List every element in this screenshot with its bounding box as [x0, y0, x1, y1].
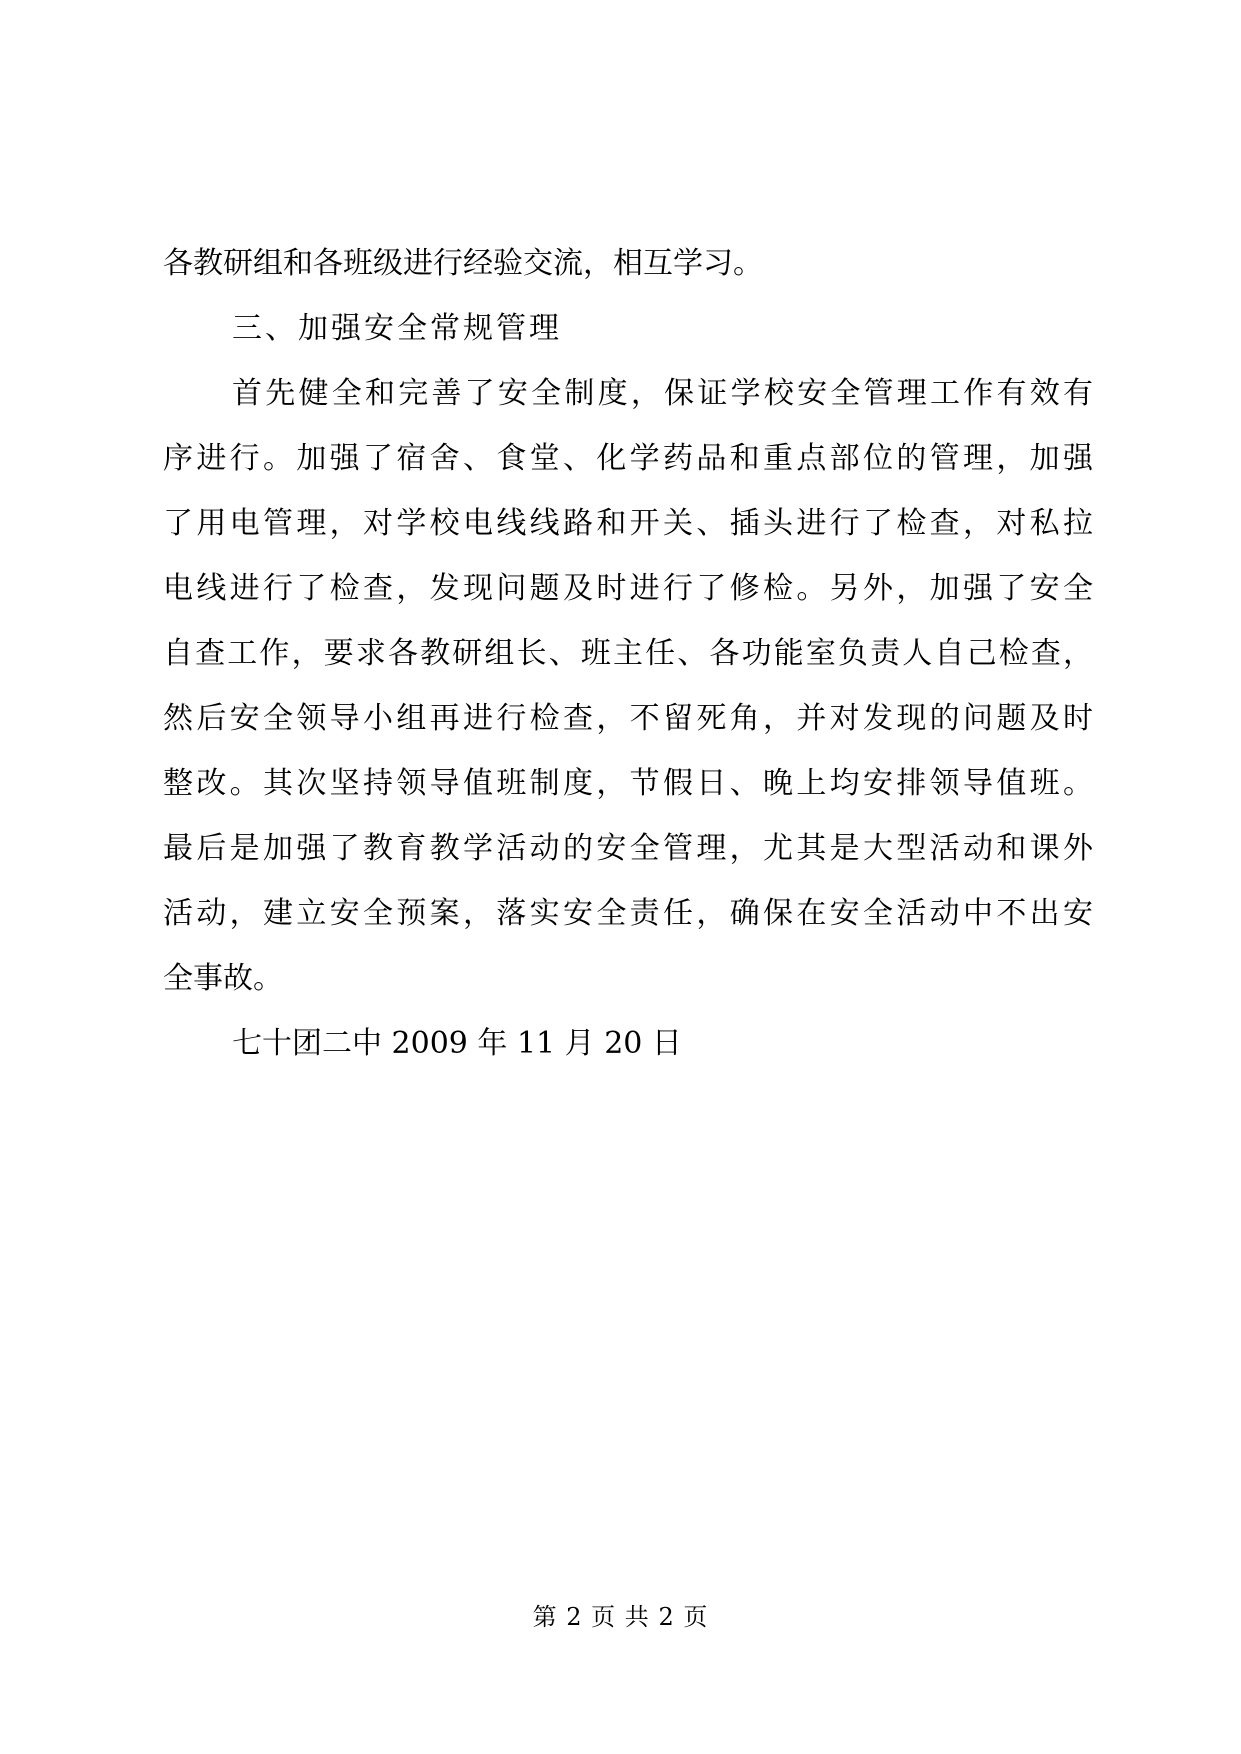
paragraph-line: 了用电管理，对学校电线线路和开关、插头进行了检查，对私拉 [163, 506, 1093, 541]
paragraph-line: 全事故。 [163, 961, 283, 996]
paragraph-line: 最后是加强了教育教学活动的安全管理，尤其是大型活动和课外 [163, 831, 1093, 866]
paragraph-line: 序进行。加强了宿舍、食堂、化学药品和重点部位的管理，加强 [163, 441, 1093, 476]
paragraph-line: 活动，建立安全预案，落实安全责任，确保在安全活动中不出安 [163, 896, 1093, 931]
paragraph-line: 整改。其次坚持领导值班制度，节假日、晚上均安排领导值班。 [163, 766, 1093, 801]
document-body [163, 231, 1093, 1076]
paragraph-safety-management [163, 361, 1093, 1011]
page-number-footer: 第 2 页 共 2 页 [532, 1603, 709, 1631]
paragraph-line: 首先健全和完善了安全制度，保证学校安全管理工作有效有 [232, 376, 1093, 411]
paragraph-line: 电线进行了检查，发现问题及时进行了修检。另外，加强了安全 [163, 571, 1093, 606]
paragraph-line: 自查工作，要求各教研组长、班主任、各功能室负责人自己检查， [163, 636, 1093, 671]
paragraph-line: 然后安全领导小组再进行检查，不留死角，并对发现的问题及时 [163, 701, 1093, 736]
signature-date-line: 七十团二中 2009 年 11 月 20 日 [232, 1026, 682, 1061]
paragraph-line: 各教研组和各班级进行经验交流，相互学习。 [163, 246, 763, 281]
section-heading: 三、加强安全常规管理 [232, 311, 562, 346]
